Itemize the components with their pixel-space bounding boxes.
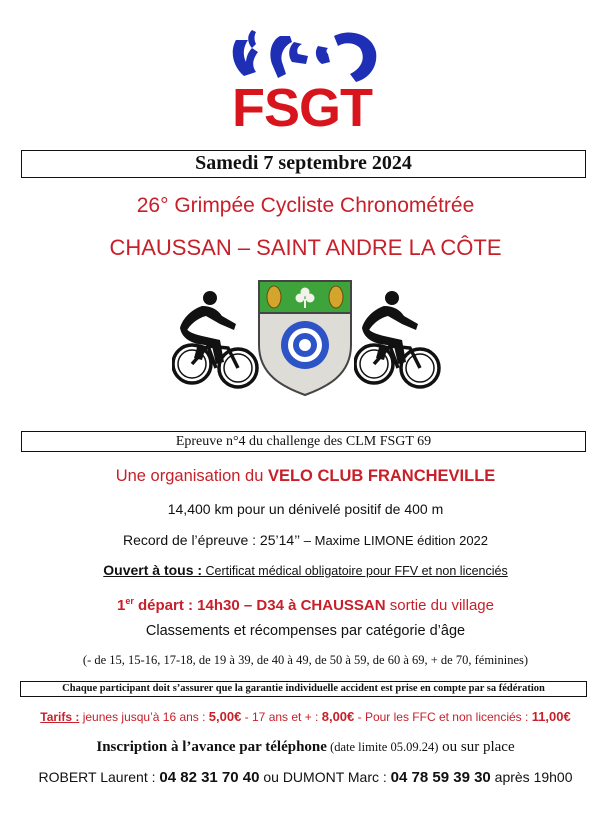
insurance-banner: Chaque participant doit s’assurer que la garantie individuelle accident est prise en compte par sa fédération bbox=[20, 681, 587, 697]
logo-text: FSGT bbox=[232, 78, 372, 132]
contact-line: ROBERT Laurent : 04 82 31 70 40 ou DUMONT Marc : 04 78 59 39 30 après 19h00 bbox=[38, 769, 573, 786]
open-line: Ouvert à tous : Certificat médical obligatoire pour FFV et non licenciés bbox=[103, 562, 508, 578]
record-line: Record de l’épreuve : 25’14’’ – Maxime LIMONE édition 2022 bbox=[122, 532, 489, 548]
phone-2: 04 78 59 39 30 bbox=[390, 769, 491, 786]
event-title: 26° Grimpée Cycliste Chronométrée bbox=[136, 194, 475, 217]
event-date: Samedi 7 septembre 2024 bbox=[21, 150, 586, 178]
start-line: 1er départ : 14h30 – D34 à CHAUSSAN sortie du village bbox=[116, 596, 494, 614]
fsgt-logo bbox=[222, 22, 382, 132]
organisation-line: Une organisation du VELO CLUB FRANCHEVILLE bbox=[115, 467, 496, 485]
event-location: CHAUSSAN – SAINT ANDRE LA CÔTE bbox=[109, 235, 502, 260]
cyclist-left-icon bbox=[172, 288, 260, 400]
tarifs-line: Tarifs : jeunes jusqu’à 16 ans : 5,00€ - 17 ans et + : 8,00€ - Pour les FFC et non licenciés : 11,00€ bbox=[40, 709, 571, 724]
inscription-line: Inscription à l’avance par téléphone (date limite 05.09.24) ou sur place bbox=[96, 739, 515, 755]
rankings-line: Classements et récompenses par catégorie d’âge bbox=[145, 623, 466, 639]
club-name: VELO CLUB FRANCHEVILLE bbox=[267, 467, 496, 485]
coat-of-arms-icon bbox=[257, 279, 353, 397]
challenge-banner: Epreuve n°4 du challenge des CLM FSGT 69 bbox=[21, 431, 586, 452]
cyclist-right-icon bbox=[354, 288, 442, 400]
phone-1: 04 82 31 70 40 bbox=[159, 769, 260, 786]
distance-line: 14,400 km pour un dénivelé positif de 400 m bbox=[167, 501, 444, 517]
categories-line: (- de 15, 15-16, 17-18, de 19 à 39, de 40 à 49, de 50 à 59, de 60 à 69, + de 70, féminines) bbox=[82, 653, 529, 667]
hands-icon bbox=[233, 30, 377, 82]
